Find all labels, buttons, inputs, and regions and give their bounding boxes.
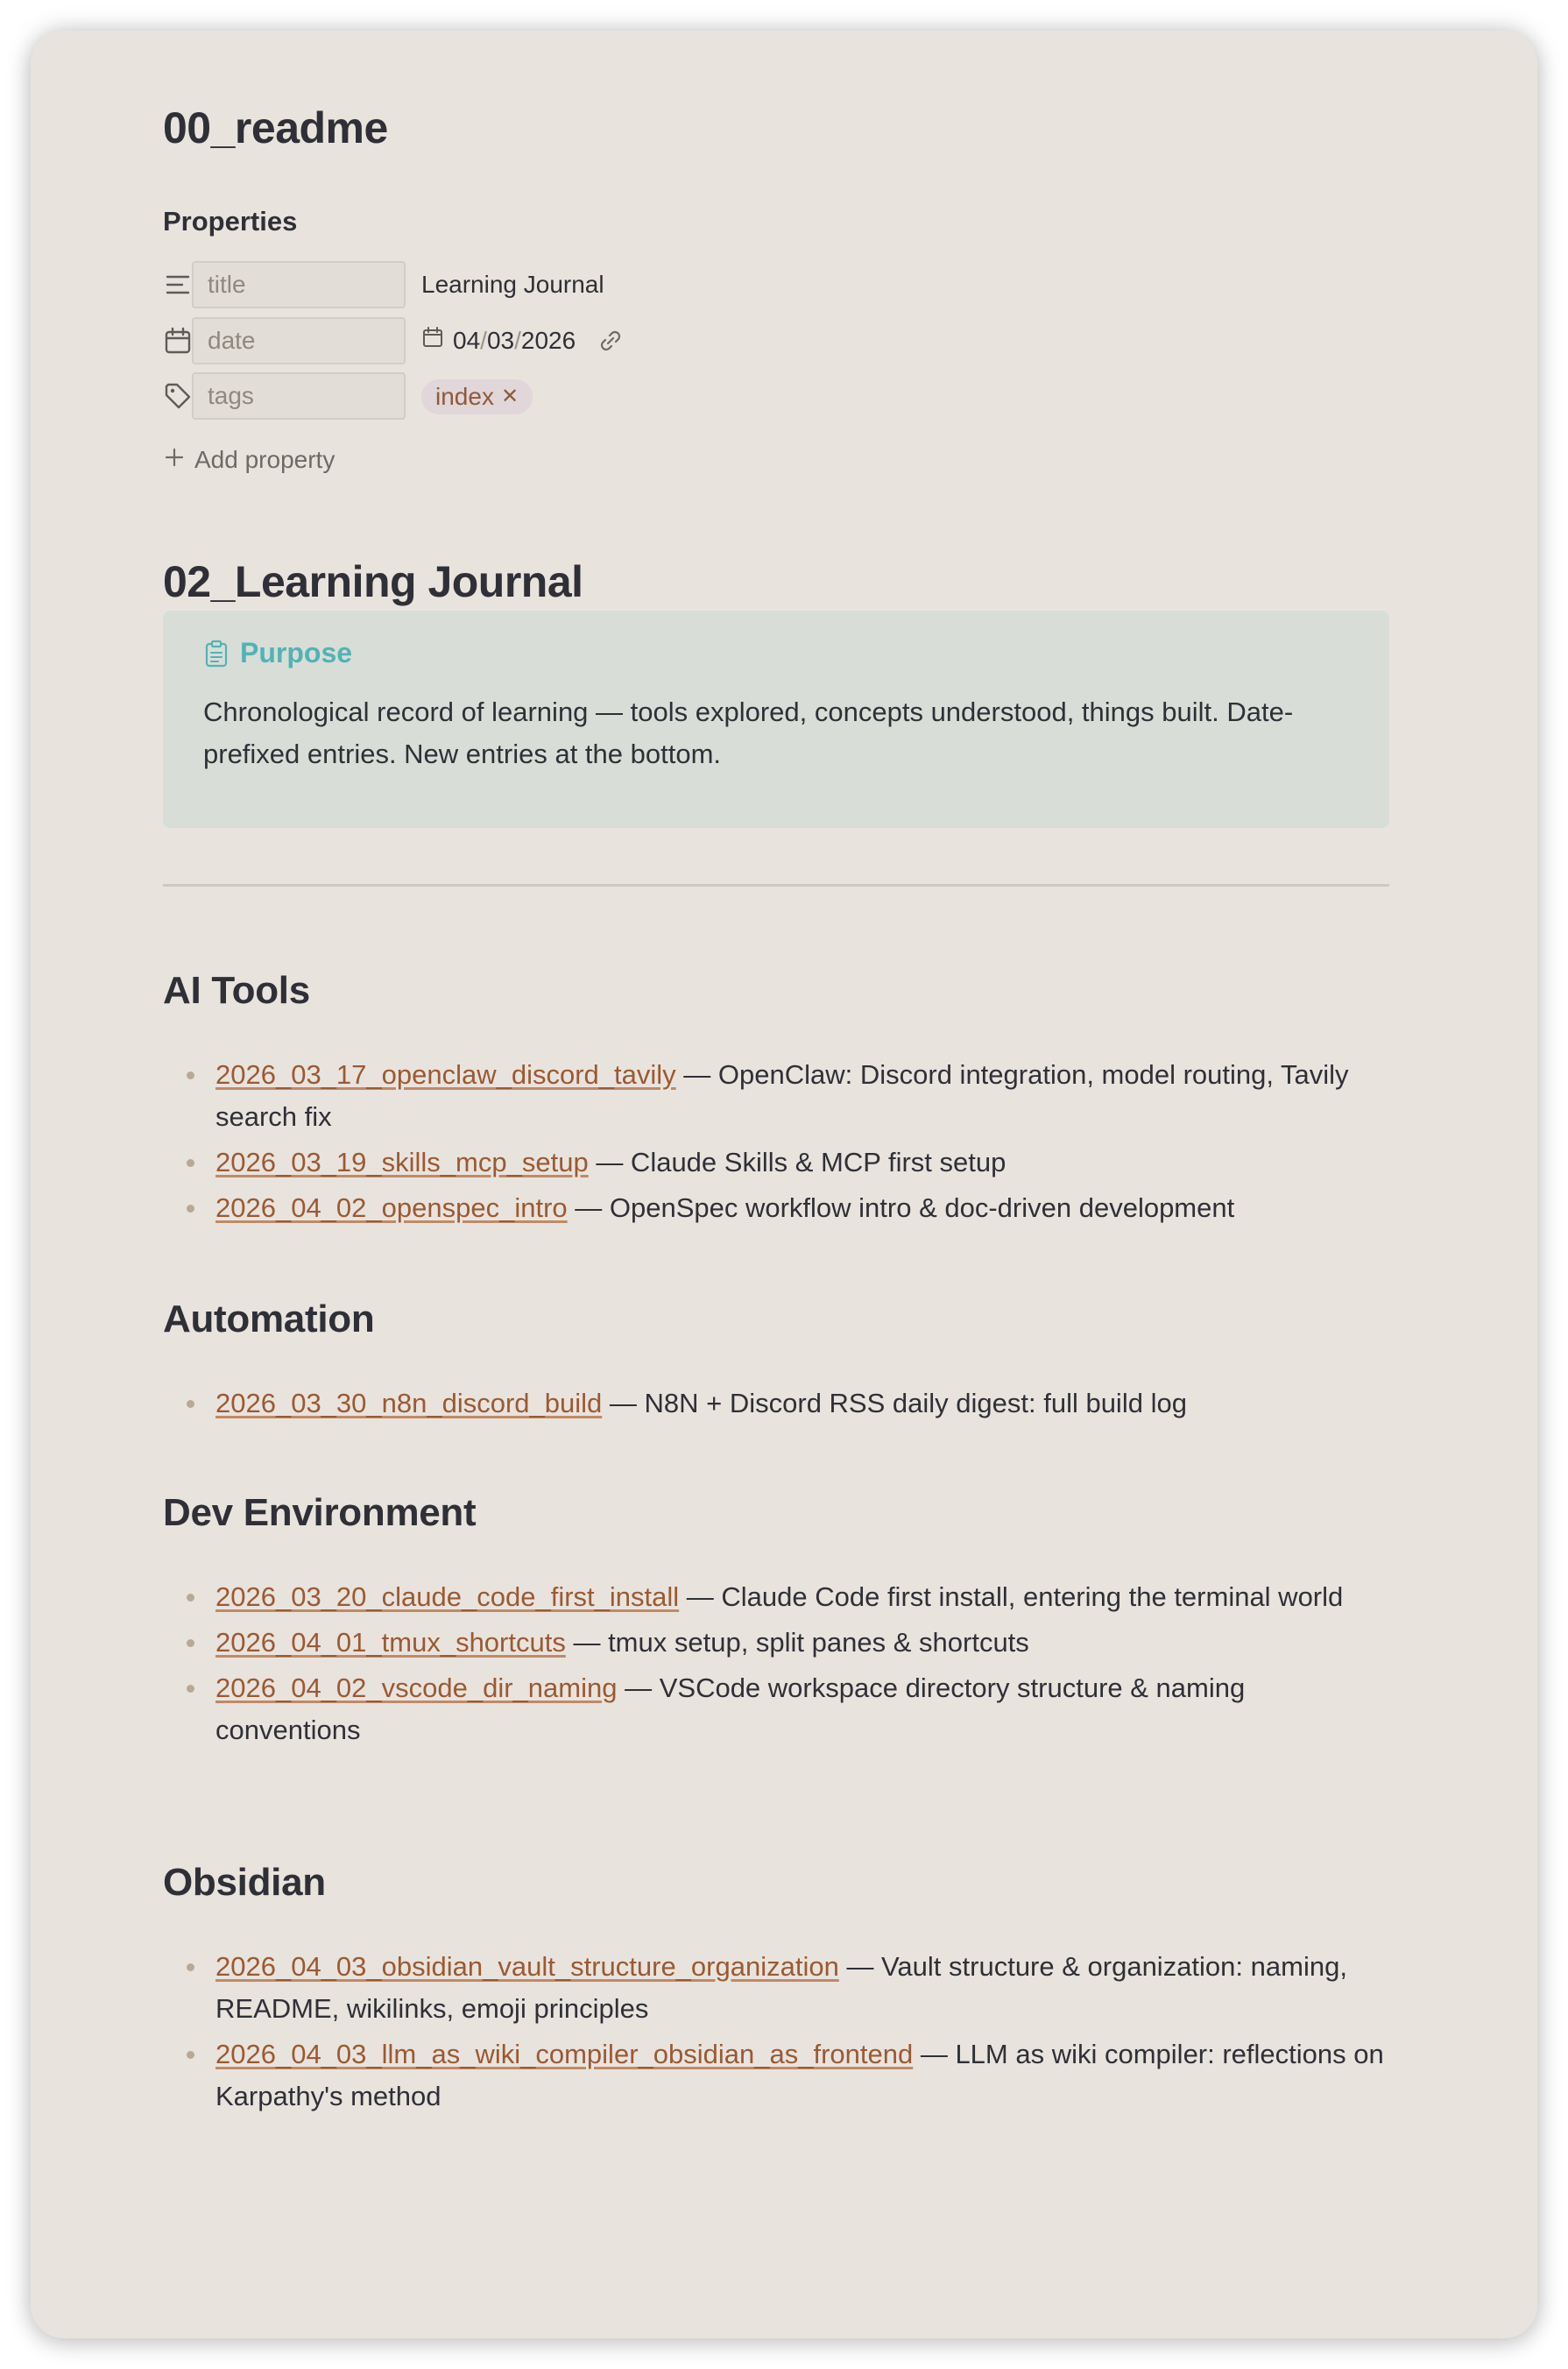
plus-icon [163, 446, 186, 475]
bullet-icon [187, 1159, 194, 1167]
link-icon[interactable] [597, 327, 625, 355]
callout-title-text: Purpose [240, 637, 353, 668]
tag-icon[interactable] [163, 381, 193, 411]
date-separator: / [514, 327, 521, 354]
list-item [163, 2033, 1389, 2118]
list-item [163, 1054, 1389, 1138]
note-window [31, 31, 1537, 2338]
wikilink[interactable]: 2026_03_30_n8n_discord_build [215, 1388, 603, 1418]
list-item [163, 1576, 1389, 1618]
entry-list-obsidian [163, 1946, 1389, 2121]
bullet-icon [187, 1071, 194, 1079]
property-row-date [163, 317, 951, 366]
bullet-icon [187, 1685, 194, 1693]
entry-description: — tmux setup, split panes & shortcuts [565, 1627, 1029, 1658]
entry-description: — OpenSpec workflow intro & doc-driven development [567, 1192, 1235, 1223]
entry-description: — Claude Code first install, entering the terminal world [679, 1581, 1344, 1612]
property-key-title[interactable]: title [192, 261, 406, 308]
property-value-title[interactable]: Learning Journal [421, 271, 604, 298]
property-row-tags [163, 372, 951, 421]
bullet-icon [187, 2051, 194, 2059]
list-item [163, 1622, 1389, 1664]
entry-list-automation [163, 1383, 1389, 1428]
property-value-date[interactable] [421, 317, 625, 364]
entry-description: — Vault structure & organization: naming, README, wikilinks, emoji principles [215, 1951, 1347, 2024]
property-key-tags[interactable]: tags [192, 372, 406, 420]
entry-description: — OpenClaw: Discord integration, model routing, Tavily search fix [215, 1059, 1349, 1132]
entry-description: — VSCode workspace directory structure & naming conventions [215, 1672, 1246, 1745]
calendar-icon[interactable] [163, 326, 193, 356]
property-row-title [163, 261, 951, 310]
wikilink[interactable]: 2026_04_02_vscode_dir_naming [215, 1672, 618, 1703]
entry-description: — N8N + Discord RSS daily digest: full build log [602, 1388, 1187, 1418]
entry-list-dev-environment [163, 1576, 1389, 1755]
note-title[interactable]: 00_readme [163, 103, 388, 152]
callout-title [203, 637, 352, 669]
callout-body: Chronological record of learning — tools explored, concepts understood, things built. Date-prefixed entries. New entries at the bottom. [203, 697, 1294, 769]
wikilink[interactable]: 2026_04_03_llm_as_wiki_compiler_obsidian_as_frontend [215, 2039, 914, 2069]
remove-tag-icon[interactable]: ✕ [500, 385, 519, 408]
list-item [163, 1187, 1389, 1229]
date-separator: / [480, 327, 487, 354]
section-heading-obsidian[interactable]: Obsidian [163, 1861, 326, 1904]
bullet-icon [187, 1963, 194, 1971]
horizontal-divider [163, 884, 1389, 887]
list-item [163, 1667, 1389, 1751]
properties-heading[interactable]: Properties [163, 206, 298, 237]
date-text[interactable] [453, 317, 576, 364]
property-key-date[interactable]: date [192, 317, 406, 364]
date-calendar-icon[interactable] [421, 317, 444, 364]
wikilink[interactable]: 2026_03_20_claude_code_first_install [215, 1581, 680, 1612]
list-item [163, 1946, 1389, 2030]
section-heading-automation[interactable]: Automation [163, 1298, 375, 1340]
list-item [163, 1383, 1389, 1425]
tag-pill[interactable] [421, 379, 533, 414]
bullet-icon [187, 1639, 194, 1647]
purpose-callout[interactable] [163, 611, 1389, 828]
wikilink[interactable]: 2026_04_02_openspec_intro [215, 1192, 568, 1223]
add-property-button[interactable] [163, 442, 335, 477]
entry-list-ai-tools [163, 1054, 1389, 1233]
list-item [163, 1142, 1389, 1184]
section-heading-ai-tools[interactable]: AI Tools [163, 969, 310, 1012]
wikilink[interactable]: 2026_03_17_openclaw_discord_tavily [215, 1059, 676, 1090]
page-heading[interactable]: 02_Learning Journal [163, 557, 583, 606]
wikilink[interactable]: 2026_04_01_tmux_shortcuts [215, 1627, 566, 1658]
entry-description: — Claude Skills & MCP first setup [588, 1147, 1006, 1177]
section-heading-dev-environment[interactable]: Dev Environment [163, 1491, 477, 1534]
date-month: 04 [453, 327, 481, 354]
entry-description: — LLM as wiki compiler: reflections on Karpathy's method [215, 2039, 1384, 2111]
tag-label: index [435, 383, 494, 410]
date-day: 03 [486, 327, 515, 354]
date-year: 2026 [520, 327, 576, 354]
bullet-icon [187, 1400, 194, 1408]
text-lines-icon[interactable] [163, 270, 193, 300]
wikilink[interactable]: 2026_03_19_skills_mcp_setup [215, 1147, 589, 1177]
add-property-label: Add property [194, 446, 335, 473]
wikilink[interactable]: 2026_04_03_obsidian_vault_structure_organization [215, 1951, 839, 1982]
bullet-icon [187, 1594, 194, 1602]
bullet-icon [187, 1205, 194, 1213]
clipboard-icon [203, 640, 230, 668]
